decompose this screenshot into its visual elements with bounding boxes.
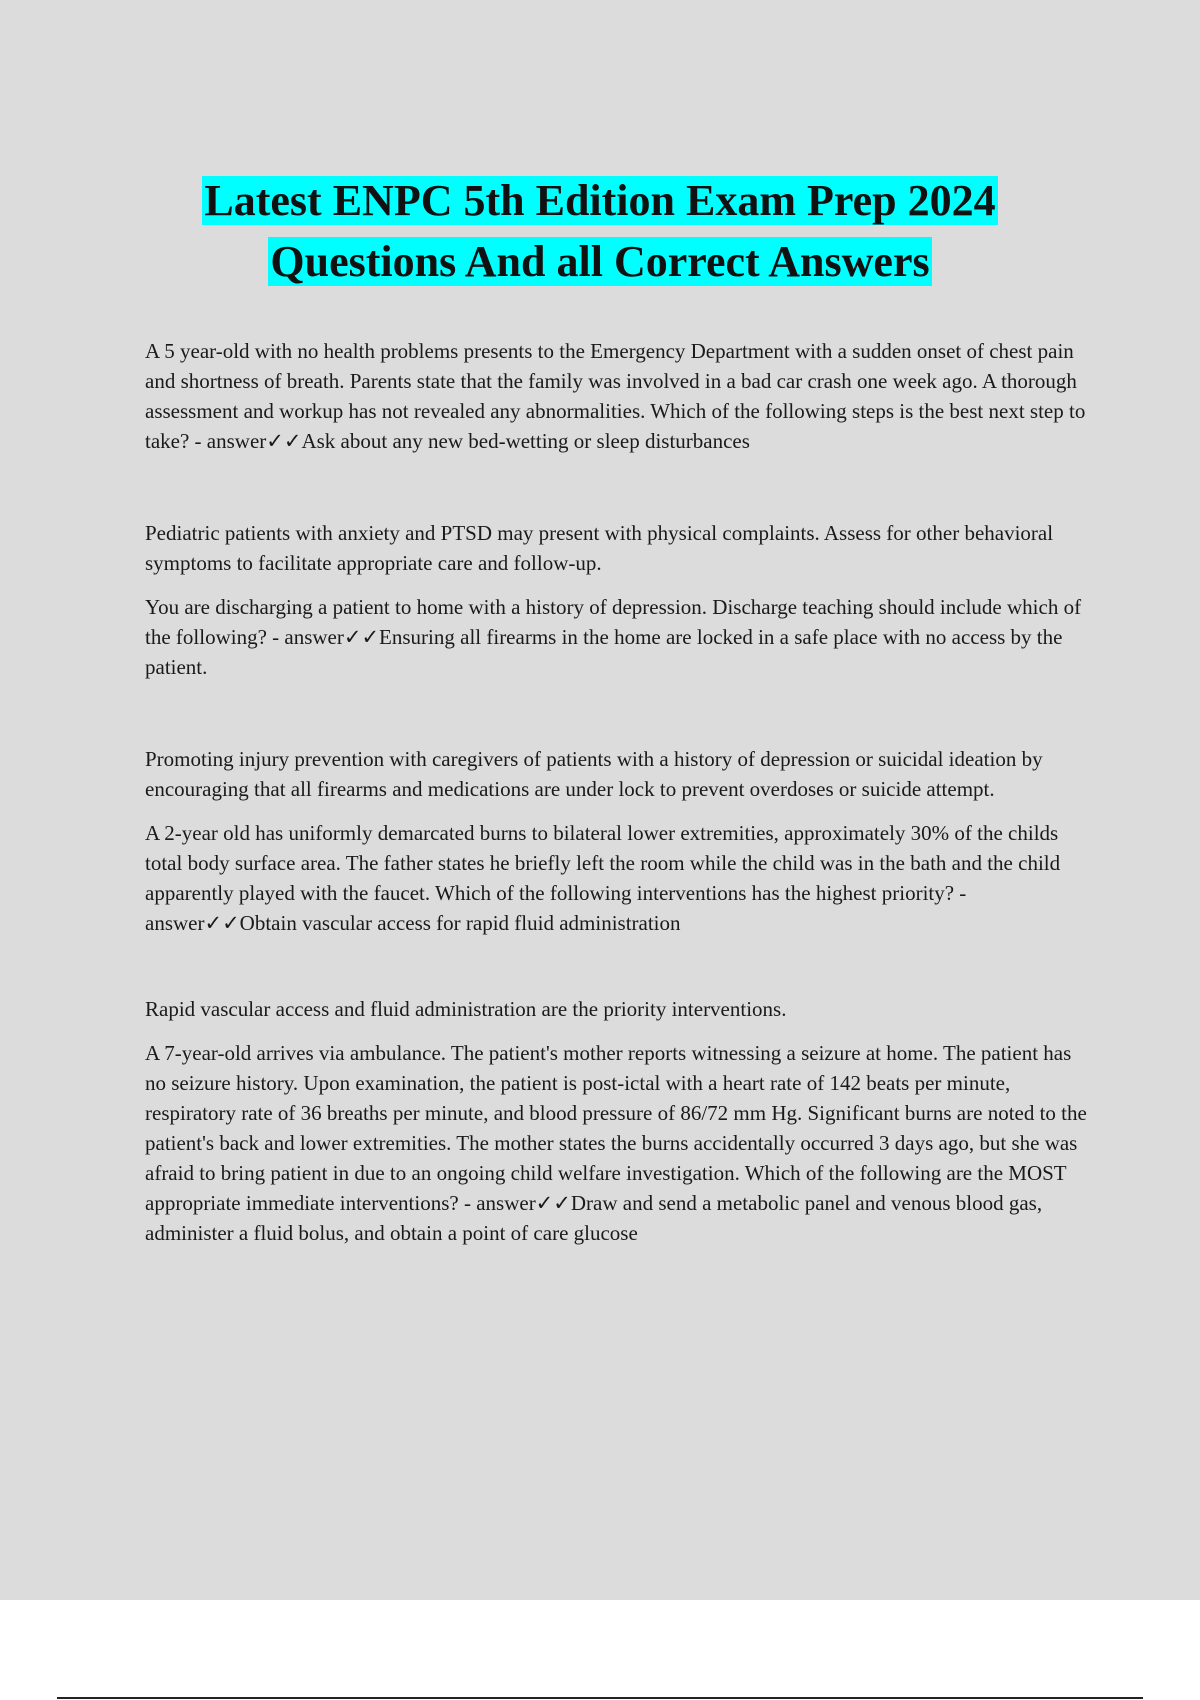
document-body bbox=[145, 336, 1090, 1248]
rationale-paragraph: Rapid vascular access and fluid administration are the priority interventions. bbox=[145, 997, 787, 1021]
question-paragraph: A 7-year-old arrives via ambulance. The patient's mother reports witnessing a seizure at home. The patient has no seizure history. Upon examination, the patient is post-ictal with a heart rate of 142 beats per minute, respiratory rate of 36 breaths per minute, and blood pressure of 86/72 mm Hg. Significant burns are noted to the patient's back and lower extremities. The mother states the burns accidentally occurred 3 days ago, but she was afraid to bring patient in due to an ongoing child welfare investigation. Which of the following are the MOST appropriate immediate interventions? - answer✓✓Draw and send a metabolic panel and venous blood gas, administer a fluid bolus, and obtain a point of care glucose bbox=[145, 1041, 1087, 1245]
rationale-paragraph: Pediatric patients with anxiety and PTSD may present with physical complaints. Assess for other behavioral symptoms to facilitate appropriate care and follow-up. bbox=[145, 521, 1054, 575]
title-line-1: Latest ENPC 5th Edition Exam Prep 2024 bbox=[204, 176, 996, 225]
page-title bbox=[0, 170, 1200, 292]
title-line-2: Questions And all Correct Answers bbox=[270, 237, 930, 286]
question-paragraph: You are discharging a patient to home with a history of depression. Discharge teaching should include which of the following? - answer✓✓Ensuring all firearms in the home are locked in a safe place with no access by the patient. bbox=[145, 595, 1082, 679]
footer-divider bbox=[57, 1697, 1143, 1699]
question-paragraph: A 5 year-old with no health problems presents to the Emergency Department with a sudden onset of chest pain and shortness of breath. Parents state that the family was involved in a bad car crash one week ago. A thorough assessment and workup has not revealed any abnormalities. Which of the following steps is the best next step to take? - answer✓✓Ask about any new bed-wetting or sleep disturbances bbox=[145, 339, 1086, 453]
rationale-paragraph: Promoting injury prevention with caregivers of patients with a history of depression or suicidal ideation by encouraging that all firearms and medications are under lock to prevent overdoses or suicide attempt. bbox=[145, 747, 1043, 801]
question-paragraph: A 2-year old has uniformly demarcated burns to bilateral lower extremities, approximately 30% of the childs total body surface area. The father states he briefly left the room while the child was in the bath and the child apparently played with the faucet. Which of the following interventions has the highest priority? - answer✓✓Obtain vascular access for rapid fluid administration bbox=[145, 821, 1061, 935]
